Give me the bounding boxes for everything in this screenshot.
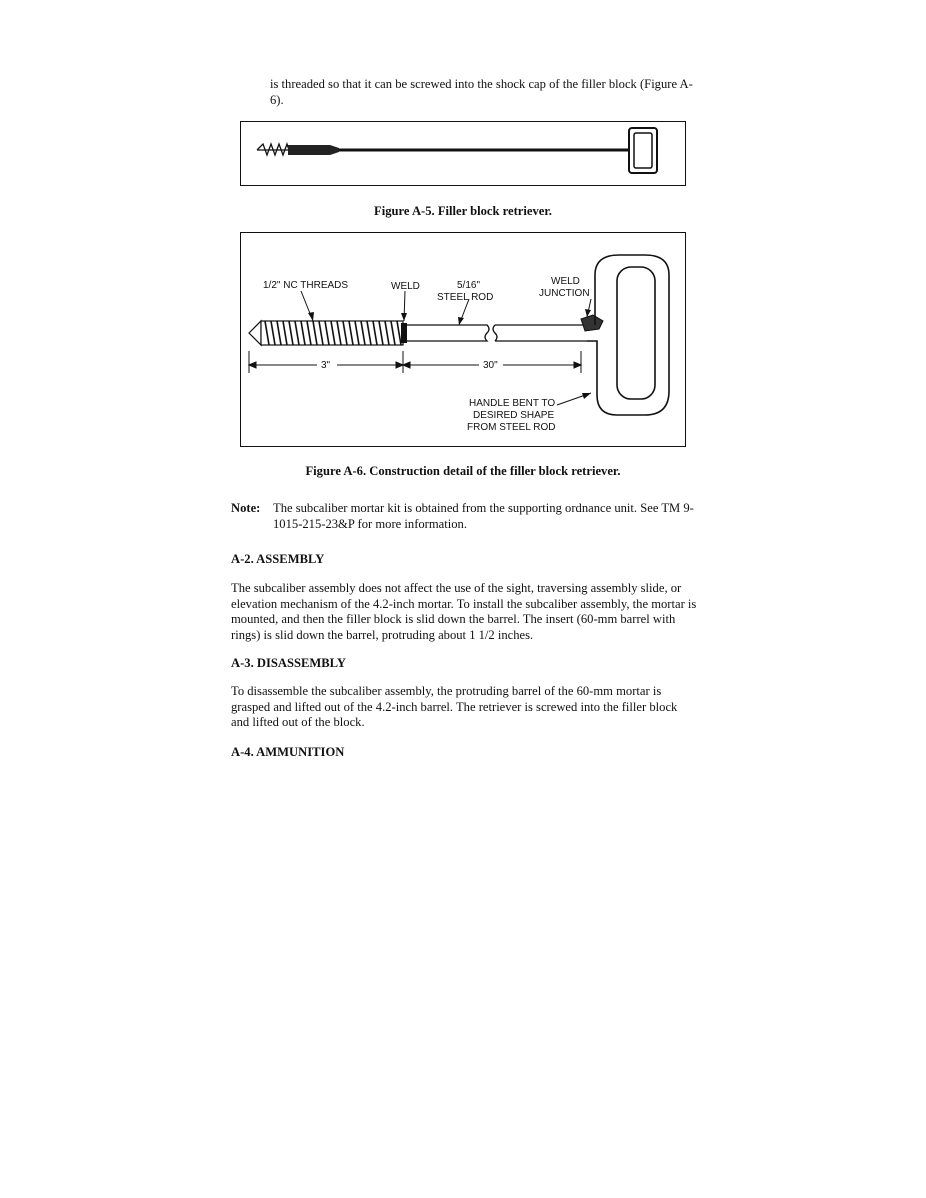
intro-paragraph: is threaded so that it can be screwed into the shock cap of the filler block (Figure A-6). xyxy=(270,77,693,107)
label-weld-junction-1: WELD xyxy=(551,276,580,287)
figure-a5-caption: Figure A-5. Filler block retriever. xyxy=(374,204,552,218)
body-disassembly: To disassemble the subcaliber assembly, the protruding barrel of the 60-mm mortar is grasped and lifted out of the 4.2-inch barrel. The retriever is screwed into the filler block and lifted out of the block. xyxy=(231,684,678,729)
label-handle-1: HANDLE BENT TO xyxy=(469,398,556,409)
label-weld-junction-2: JUNCTION xyxy=(539,288,590,299)
note-text: The subcaliber mortar kit is obtained from the supporting ordnance unit. See TM 9-1015-215-23&P for more information. xyxy=(273,501,694,531)
figure-a6-illustration xyxy=(240,232,686,447)
note-label: Note: xyxy=(231,501,261,515)
t-handle xyxy=(629,128,657,173)
rod xyxy=(339,149,629,152)
heading-assembly: A-2. ASSEMBLY xyxy=(231,552,325,566)
label-handle-2: DESIRED SHAPE xyxy=(473,410,555,421)
dimension-lines xyxy=(249,351,581,373)
label-rod-size: 5/16" xyxy=(457,280,481,291)
figure-a6-caption: Figure A-6. Construction detail of the filler block retriever. xyxy=(305,464,621,478)
screw-threads xyxy=(257,144,289,155)
figure-a5-illustration xyxy=(240,121,686,186)
leader-lines xyxy=(301,291,591,405)
handle-outer xyxy=(587,255,669,415)
heading-ammunition: A-4. AMMUNITION xyxy=(231,745,345,759)
retriever-drawing xyxy=(241,122,687,187)
steel-rod xyxy=(407,325,587,341)
label-weld: WELD xyxy=(391,281,420,292)
weld-junction xyxy=(581,315,603,331)
handle-inner xyxy=(617,267,655,399)
threaded-section xyxy=(249,321,403,345)
heading-disassembly: A-3. DISASSEMBLY xyxy=(231,656,347,670)
label-rod-name: STEEL ROD xyxy=(437,292,494,303)
label-handle-3: FROM STEEL ROD xyxy=(467,422,556,433)
body-assembly: The subcaliber assembly does not affect the use of the sight, traversing assembly slide, or elevation mechanism of the 4.2-inch mortar. To install the subcaliber assembly, the mortar is mounted, and then the filler block is slid down the barrel. The insert (60-mm barrel with rings) is slid down the barrel, protruding about 1 1/2 inches. xyxy=(231,581,697,642)
construction-drawing xyxy=(241,233,687,448)
label-dim-threads: 3" xyxy=(321,360,331,371)
weld-ring xyxy=(401,323,407,343)
label-threads: 1/2" NC THREADS xyxy=(263,280,349,291)
label-dim-rod: 30" xyxy=(483,360,498,371)
sleeve xyxy=(288,145,330,155)
